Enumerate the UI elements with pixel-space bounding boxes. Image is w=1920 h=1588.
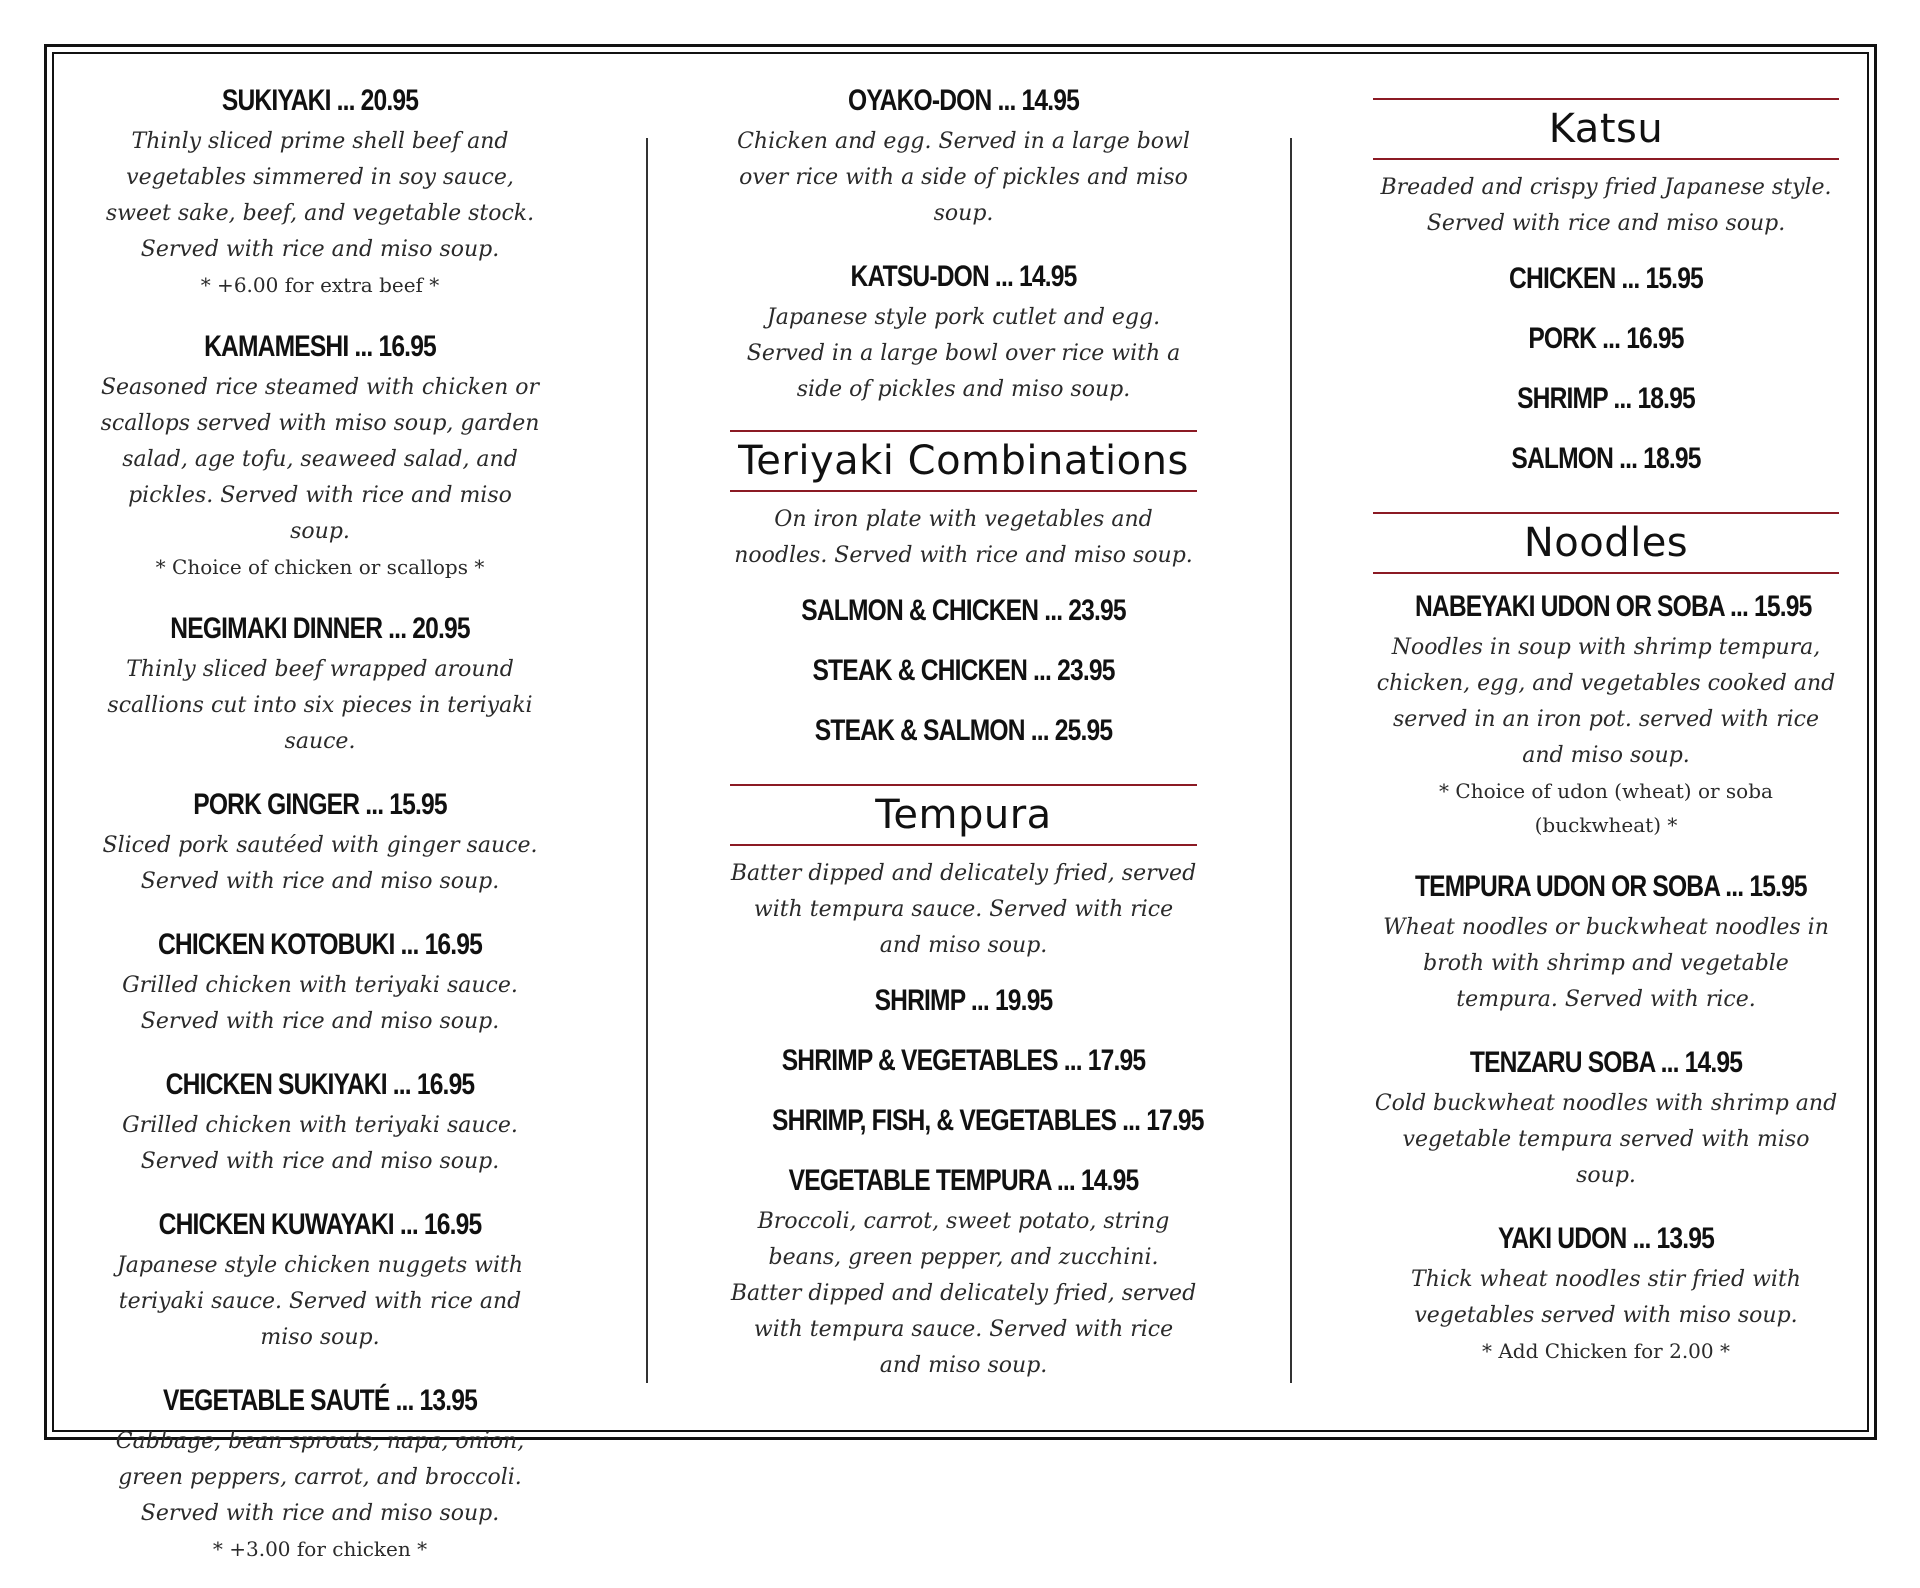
- item-title: KAMAMESHI ... 16.95: [204, 330, 436, 363]
- item-note: * +6.00 for extra beef *: [200, 273, 440, 297]
- item-title: TEMPURA UDON OR SOBA ... 15.95: [1414, 870, 1807, 903]
- item-title: CHICKEN KUWAYAKI ... 16.95: [158, 1208, 482, 1241]
- item-title: SHRIMP & VEGETABLES ... 17.95: [781, 1044, 1146, 1077]
- menu-item: [730, 254, 1197, 408]
- item-title: PORK ... 16.95: [1528, 322, 1684, 355]
- section-heading-teriyaki: Teriyaki Combinations: [730, 430, 1197, 492]
- item-description: Seasoned rice steamed with chicken or scallops served with miso soup, garden salad, age tofu, seaweed salad, and pickles. Served with rice and miso soup.: [100, 375, 540, 544]
- item-title: TENZARU SOBA ... 14.95: [1469, 1046, 1743, 1079]
- menu-item: [96, 1202, 544, 1356]
- item-description: Thinly sliced prime shell beef and vegetables simmered in soy sauce, sweet sake, beef, and vegetable stock. Served with rice and miso soup.: [105, 129, 535, 262]
- menu-item: [96, 1378, 544, 1566]
- menu-item: [1373, 864, 1839, 1018]
- section-heading-katsu: Katsu: [1373, 98, 1839, 160]
- item-description: Japanese style chicken nuggets with teriyaki sauce. Served with rice and miso soup.: [116, 1253, 524, 1350]
- item-title: SALMON & CHICKEN ... 23.95: [801, 594, 1126, 627]
- item-title: VEGETABLE TEMPURA ... 14.95: [788, 1164, 1139, 1197]
- item-note: * Choice of udon (wheat) or soba (buckwheat) *: [1439, 779, 1773, 837]
- section-heading-noodles: Noodles: [1373, 512, 1839, 574]
- section-heading-tempura: Tempura: [730, 784, 1197, 846]
- item-description: Thick wheat noodles stir fried with vegetables served with miso soup.: [1411, 1267, 1801, 1328]
- item-title: SHRIMP ... 19.95: [874, 984, 1053, 1017]
- item-title: STEAK & CHICKEN ... 23.95: [812, 654, 1115, 687]
- item-description: Cold buckwheat noodles with shrimp and vegetable tempura served with miso soup.: [1374, 1091, 1838, 1188]
- item-description: Grilled chicken with teriyaki sauce. Served with rice and miso soup.: [122, 1113, 518, 1174]
- item-title: SALMON ... 18.95: [1511, 442, 1701, 475]
- item-title: OYAKO-DON ... 14.95: [848, 84, 1079, 117]
- menu-item: [730, 1158, 1197, 1384]
- item-title: CHICKEN ... 15.95: [1509, 262, 1703, 295]
- item-title: YAKI UDON ... 13.95: [1498, 1222, 1714, 1255]
- menu-item: [1373, 584, 1839, 842]
- item-note: * Add Chicken for 2.00 *: [1482, 1339, 1730, 1363]
- section-description: Breaded and crispy fried Japanese style. Served with rice and miso soup.: [1380, 175, 1832, 236]
- menu-item: [730, 78, 1197, 232]
- item-title: PORK GINGER ... 15.95: [193, 788, 447, 821]
- item-description: Noodles in soup with shrimp tempura, chicken, egg, and vegetables cooked and served in an iron pot. served with rice and miso soup.: [1376, 635, 1836, 768]
- column-divider-right: [1290, 138, 1292, 1383]
- item-title: CHICKEN KOTOBUKI ... 16.95: [157, 928, 483, 961]
- item-title: SUKIYAKI ... 20.95: [221, 84, 419, 117]
- menu-item: [96, 782, 544, 900]
- item-description: Broccoli, carrot, sweet potato, string beans, green pepper, and zucchini. Batter dipped and delicately fried, served with tempura sauce. Served with rice and miso soup.: [730, 1209, 1197, 1378]
- item-description: Grilled chicken with teriyaki sauce. Served with rice and miso soup.: [122, 973, 518, 1034]
- middle-menu-column: [730, 78, 1204, 1406]
- menu-item: [1373, 1216, 1839, 1368]
- item-description: Thinly sliced beef wrapped around scallions cut into six pieces in teriyaki sauce.: [107, 657, 533, 754]
- menu-item: [96, 78, 544, 302]
- item-note: * +3.00 for chicken *: [212, 1537, 428, 1561]
- item-title: SHRIMP, FISH, & VEGETABLES ... 17.95: [772, 1104, 1204, 1137]
- item-description: Cabbage, bean sprouts, napa, onion, green peppers, carrot, and broccoli. Served with rice and miso soup.: [115, 1429, 525, 1526]
- section-description: On iron plate with vegetables and noodles. Served with rice and miso soup.: [734, 507, 1193, 568]
- item-note: * Choice of chicken or scallops *: [155, 555, 485, 579]
- section-description: Batter dipped and delicately fried, served with tempura sauce. Served with rice and miso soup.: [730, 861, 1197, 958]
- menu-item: [96, 606, 544, 760]
- item-title: CHICKEN SUKIYAKI ... 16.95: [165, 1068, 475, 1101]
- menu-item: [96, 1062, 544, 1180]
- item-description: Japanese style pork cutlet and egg. Served in a large bowl over rice with a side of pickles and miso soup.: [746, 305, 1181, 402]
- item-description: Chicken and egg. Served in a large bowl over rice with a side of pickles and miso soup.: [737, 129, 1190, 226]
- item-title: VEGETABLE SAUTÉ ... 13.95: [163, 1384, 477, 1417]
- item-description: Sliced pork sautéed with ginger sauce. Served with rice and miso soup.: [102, 833, 538, 894]
- left-menu-column: [96, 78, 544, 1588]
- item-title: NEGIMAKI DINNER ... 20.95: [170, 612, 470, 645]
- column-divider-left: [646, 138, 648, 1383]
- item-title: KATSU-DON ... 14.95: [850, 260, 1077, 293]
- item-description: Wheat noodles or buckwheat noodles in broth with shrimp and vegetable tempura. Served with rice.: [1383, 915, 1829, 1012]
- item-title: SHRIMP ... 18.95: [1517, 382, 1695, 415]
- item-title: STEAK & SALMON ... 25.95: [814, 714, 1113, 747]
- right-menu-column: [1373, 98, 1839, 1390]
- menu-item: [96, 324, 544, 584]
- item-title: NABEYAKI UDON OR SOBA ... 15.95: [1414, 590, 1812, 623]
- menu-item: [96, 922, 544, 1040]
- menu-item: [1373, 1040, 1839, 1194]
